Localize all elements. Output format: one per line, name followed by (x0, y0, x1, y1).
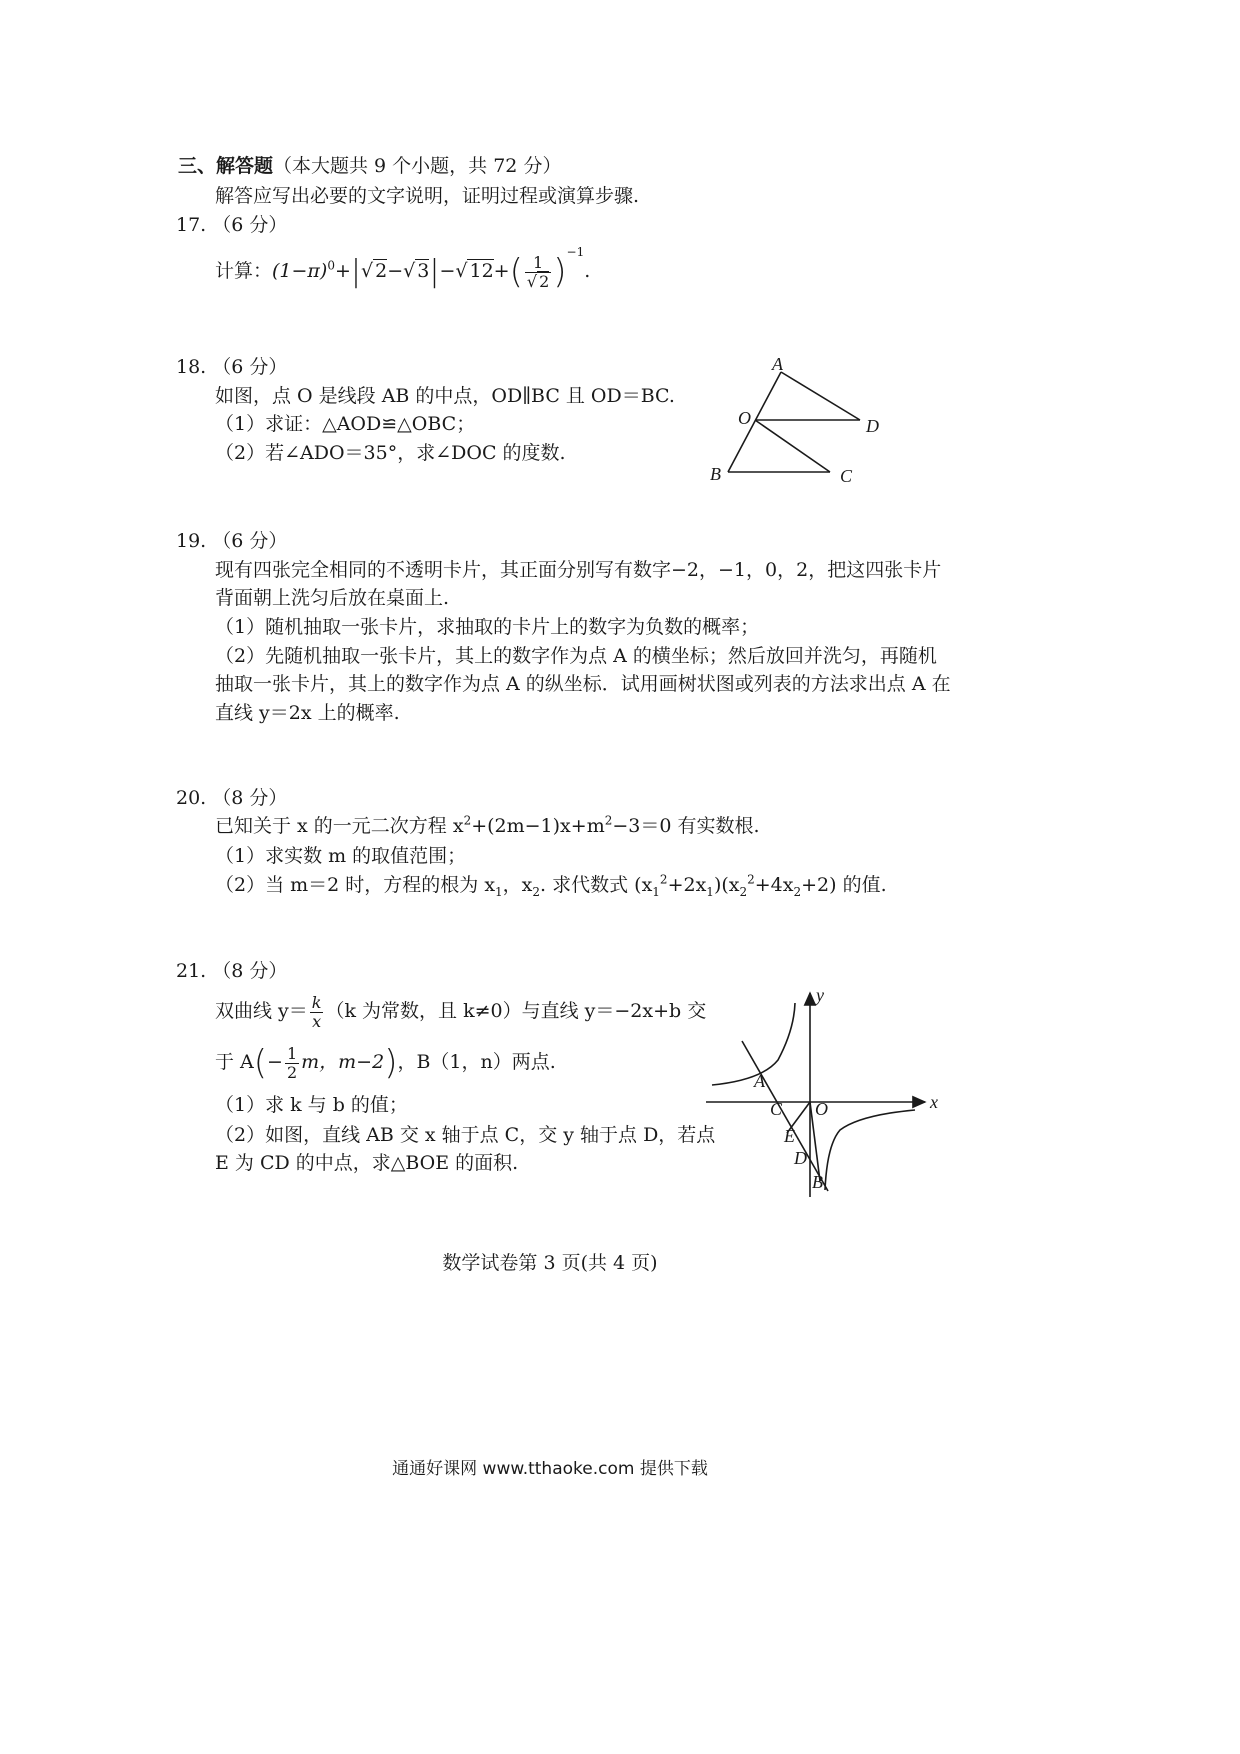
q19-part2a: （2）先随机抽取一张卡片，其上的数字作为点 A 的横坐标；然后放回并洗匀，再随机 (215, 645, 937, 667)
q19-header: 19. （6 分） (176, 530, 288, 552)
label-c: C (770, 1099, 783, 1119)
q19-part2c: 直线 y＝2x 上的概率. (215, 702, 400, 724)
label-d: D (794, 1148, 807, 1168)
q19-line1: 现有四张完全相同的不透明卡片，其正面分别写有数字−2，−1，0，2，把这四张卡片 (215, 559, 942, 581)
q21-header: 21. （8 分） (176, 960, 288, 982)
q19-line2: 背面朝上洗匀后放在桌面上. (215, 587, 450, 609)
segment-ad (781, 372, 860, 420)
section-heading (178, 153, 561, 179)
q19-part1: （1）随机抽取一张卡片，求抽取的卡片上的数字为负数的概率； (215, 616, 760, 638)
segment-ab (728, 372, 781, 472)
q20-header: 20. （8 分） (176, 787, 288, 809)
segment-oc (755, 420, 830, 472)
section-instruction: 解答应写出必要的文字说明，证明过程或演算步骤. (215, 185, 640, 207)
section-note: （本大题共 9 个小题，共 72 分） (273, 155, 562, 177)
q21-part1: （1）求 k 与 b 的值； (215, 1094, 408, 1116)
q17-expression: 计算：$(1-\pi)^0+|√$ 2−√ 3|−√ 12+( $\frac{1}{√ 2}$ )$^{-1}$. (215, 244, 591, 292)
label-e: E (784, 1126, 795, 1146)
label-d: D (866, 416, 879, 436)
label-b: B (710, 464, 721, 484)
label-b: B (812, 1172, 823, 1192)
q21-figure (700, 985, 950, 1205)
label-x: x (930, 1092, 938, 1112)
label-a: A (754, 1071, 765, 1091)
label-o: O (815, 1099, 828, 1119)
watermark: 通通好课网 www.tthaoke.com 提供下载 (392, 1459, 708, 1479)
section-title: 三、解答题 (178, 155, 274, 177)
q19-part2b: 抽取一张卡片，其上的数字作为点 A 的纵坐标．试用画树状图或列表的方法求出点 A 在 (215, 673, 951, 695)
label-o: O (738, 408, 751, 428)
q18-part2: （2）若∠ADO＝35°，求∠DOC 的度数. (215, 442, 566, 464)
label-c: C (840, 466, 853, 486)
page-footer: 数学试卷第 3 页(共 4 页) (442, 1252, 658, 1274)
q20-part2: （2）当 m＝2 时，方程的根为 $x_1$，$x_2$. 求代数式 $(x_1^2+2x_1)(x_2^2+4x_2+2)$ 的值. (215, 872, 887, 899)
q17-header: 17. （6 分） (176, 214, 288, 236)
hyperbola-lower-right (825, 1110, 915, 1190)
q20-part1: （1）求实数 m 的取值范围； (215, 845, 467, 867)
q18-text: 如图，点 O 是线段 AB 的中点，OD∥BC 且 OD＝BC. (215, 385, 675, 407)
label-y: y (816, 985, 824, 1005)
q18-part1: （1）求证：△AOD≌△OBC； (215, 413, 476, 435)
label-a: A (772, 354, 783, 374)
q21-part2a: （2）如图，直线 AB 交 x 轴于点 C，交 y 轴于点 D，若点 (215, 1124, 716, 1146)
q21-line2: 于 A(− $\frac{1}{2}$ m，m−2)，B（1，n）两点. (215, 1043, 556, 1083)
q18-header: 18. （6 分） (176, 356, 288, 378)
q20-equation: 已知关于 x 的一元二次方程 $x^2+(2m-1)x+m^2-3=0$ 有实数根. (215, 813, 760, 837)
q18-figure (700, 350, 900, 490)
q21-line1: 双曲线 y＝ $\frac{k}{x}$ （k 为常数，且 k≠0）与直线 y＝−2x+b 交 (215, 992, 707, 1031)
q21-part2b: E 为 CD 的中点，求△BOE 的面积. (215, 1152, 519, 1174)
